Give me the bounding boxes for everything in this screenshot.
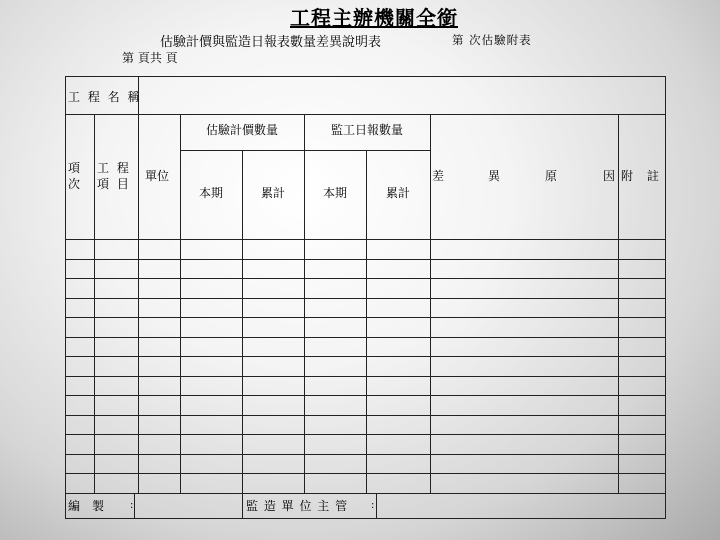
diff-reason-header-char3: 原 — [545, 169, 558, 183]
project-name-label: 工 程 名 稱 — [68, 90, 142, 104]
supervisor-label: 監 造 單 位 主 管 — [246, 499, 349, 513]
col-divider — [180, 114, 181, 493]
appendix-label: 第 次估驗附表 — [452, 33, 532, 47]
page-title: 工程主辦機關全銜 — [290, 6, 458, 30]
col-divider — [618, 114, 619, 493]
table-row-divider — [66, 395, 665, 396]
table-row-divider — [66, 317, 665, 318]
table-row-divider — [66, 376, 665, 377]
page-info: 第 頁共 頁 — [122, 51, 178, 65]
table-row-divider — [66, 298, 665, 299]
table-row-divider — [66, 415, 665, 416]
row-divider — [66, 114, 665, 115]
unit-header: 單位 — [145, 169, 170, 183]
item-no-header-line1: 項 — [68, 161, 81, 175]
supervisor-field[interactable] — [379, 495, 663, 517]
footer-divider-v — [376, 493, 377, 518]
footer-divider-v — [134, 493, 135, 518]
supervisor-colon: : — [371, 500, 375, 511]
prepared-by-field[interactable] — [138, 495, 241, 517]
footer-divider-v — [242, 493, 243, 518]
diff-reason-header-char2: 異 — [488, 169, 501, 183]
table-row-divider — [66, 356, 665, 357]
form-subtitle: 估驗計價與監造日報表數量差異說明表 — [160, 35, 382, 50]
col-divider — [366, 150, 367, 493]
estimate-current-header: 本期 — [198, 186, 223, 200]
daily-current-header: 本期 — [322, 186, 347, 200]
difference-table — [65, 76, 666, 519]
table-row-divider — [66, 473, 665, 474]
prepared-by-colon: : — [130, 500, 134, 511]
prepared-by-label: 編 製 — [68, 499, 105, 513]
table-row-divider — [66, 454, 665, 455]
estimate-quantity-header: 估驗計價數量 — [205, 123, 278, 137]
col-divider — [304, 114, 305, 493]
table-row-divider — [66, 278, 665, 279]
daily-cumulative-header: 累計 — [385, 186, 410, 200]
col-divider — [242, 150, 243, 493]
table-row-divider — [66, 259, 665, 260]
col-divider — [138, 77, 139, 493]
col-divider — [94, 114, 95, 493]
remarks-header: 附 註 — [621, 169, 659, 183]
estimate-cumulative-header: 累計 — [260, 186, 285, 200]
footer-divider — [66, 493, 665, 494]
table-row-divider — [66, 337, 665, 338]
diff-reason-header-char1: 差 — [432, 169, 445, 183]
work-item-header-line1: 工 程 — [97, 161, 131, 175]
daily-report-quantity-header: 監工日報數量 — [330, 123, 403, 137]
work-item-header-line2: 項 目 — [97, 177, 131, 191]
table-row-divider — [66, 434, 665, 435]
group-divider — [180, 150, 430, 151]
diff-reason-header-char4: 因 — [603, 169, 616, 183]
item-no-header-line2: 次 — [68, 177, 81, 191]
col-divider — [430, 114, 431, 493]
